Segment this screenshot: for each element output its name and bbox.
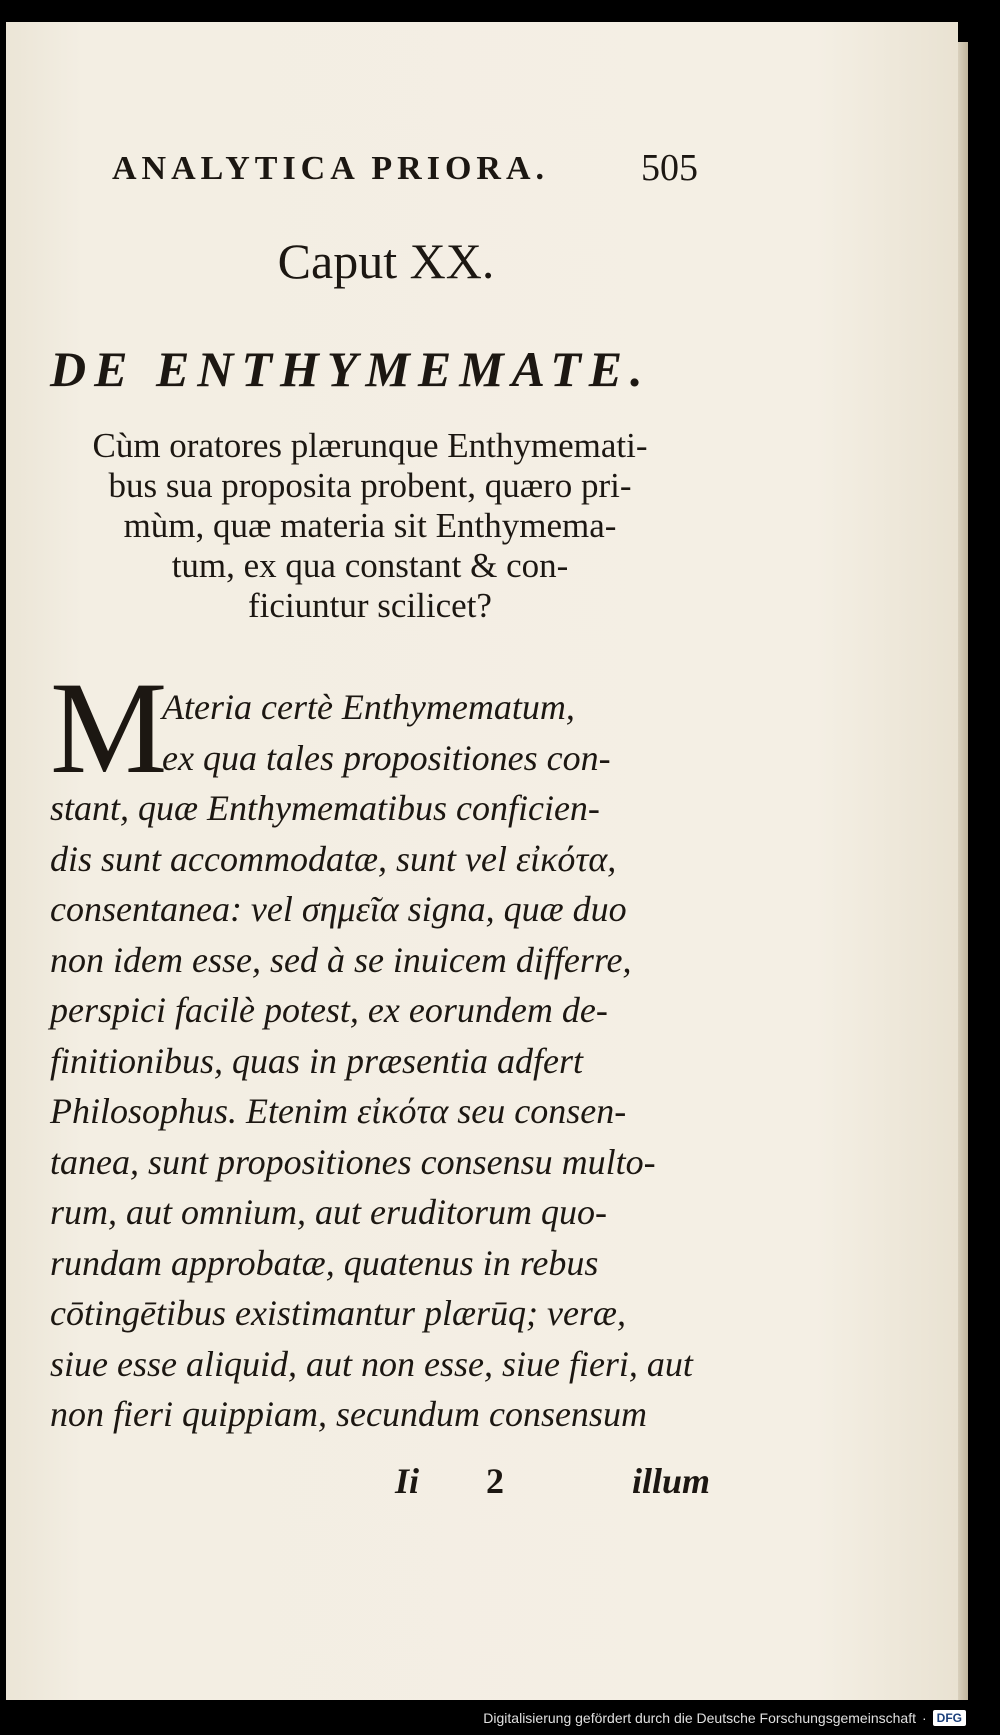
body-line: ex qua tales propositiones con-: [162, 737, 611, 778]
chapter-summary: [36, 426, 704, 626]
body-line: siue esse aliquid, aut non esse, siue fieri, aut: [50, 1343, 693, 1384]
body-line: dis sunt accommodatæ, sunt vel εἰκότα,: [50, 838, 617, 879]
running-head: [112, 147, 698, 189]
digitization-credit: [483, 1707, 966, 1729]
running-head-title: ANALYTICA PRIORA.: [112, 150, 550, 187]
dfg-logo-icon: DFG: [933, 1710, 966, 1726]
body-text: [50, 682, 710, 1440]
body-line: finitionibus, quas in præsentia adfert: [50, 1040, 584, 1081]
body-line: rundam approbatæ, quatenus in rebus: [50, 1242, 599, 1283]
signature-letters: Ii: [395, 1461, 420, 1501]
body-line: non idem esse, sed à se inuicem differre,: [50, 939, 632, 980]
body-line: consentanea: vel σημεῖα signa, quæ duo: [50, 889, 627, 929]
body-line: tanea, sunt propositiones consensu multo-: [50, 1141, 656, 1182]
summary-line: Cùm oratores plærunque Enthymemati-: [92, 426, 648, 465]
catchword: illum: [631, 1461, 710, 1501]
credit-text: Digitalisierung gefördert durch die Deutsche Forschungsgemeinschaft: [483, 1710, 916, 1726]
body-line: non fieri quippiam, secundum consensum: [50, 1394, 647, 1434]
summary-line: mùm, quæ materia sit Enthymema-: [123, 506, 617, 545]
summary-line: ficiuntur scilicet?: [248, 586, 492, 625]
summary-line: bus sua proposita probent, quæro pri-: [108, 466, 632, 505]
summary-line: tum, ex qua constant & con-: [171, 546, 569, 585]
chapter-heading: Caput XX.: [277, 233, 495, 289]
separator-dot: ·: [921, 1710, 927, 1726]
body-line: rum, aut omnium, aut eruditorum quo-: [50, 1192, 607, 1232]
body-line: stant, quæ Enthymematibus conficien-: [50, 788, 600, 828]
book-page: [6, 22, 958, 1700]
page-number: 505: [641, 147, 698, 189]
signature-line: [50, 1460, 710, 1508]
body-line: Philosophus. Etenim εἰκότα seu consen-: [50, 1091, 627, 1131]
page-edge-shadow: [958, 42, 968, 1700]
body-line: cōtingētibus existimantur plærūq; veræ,: [50, 1293, 626, 1333]
body-line: perspici facilè potest, ex eorundem de-: [50, 990, 608, 1030]
section-title: DE ENTHYMEMATE.: [50, 341, 651, 397]
drop-cap: M: [50, 654, 168, 801]
body-line: Ateria certè Enthymematum,: [162, 687, 575, 727]
signature-number: 2: [486, 1461, 504, 1501]
